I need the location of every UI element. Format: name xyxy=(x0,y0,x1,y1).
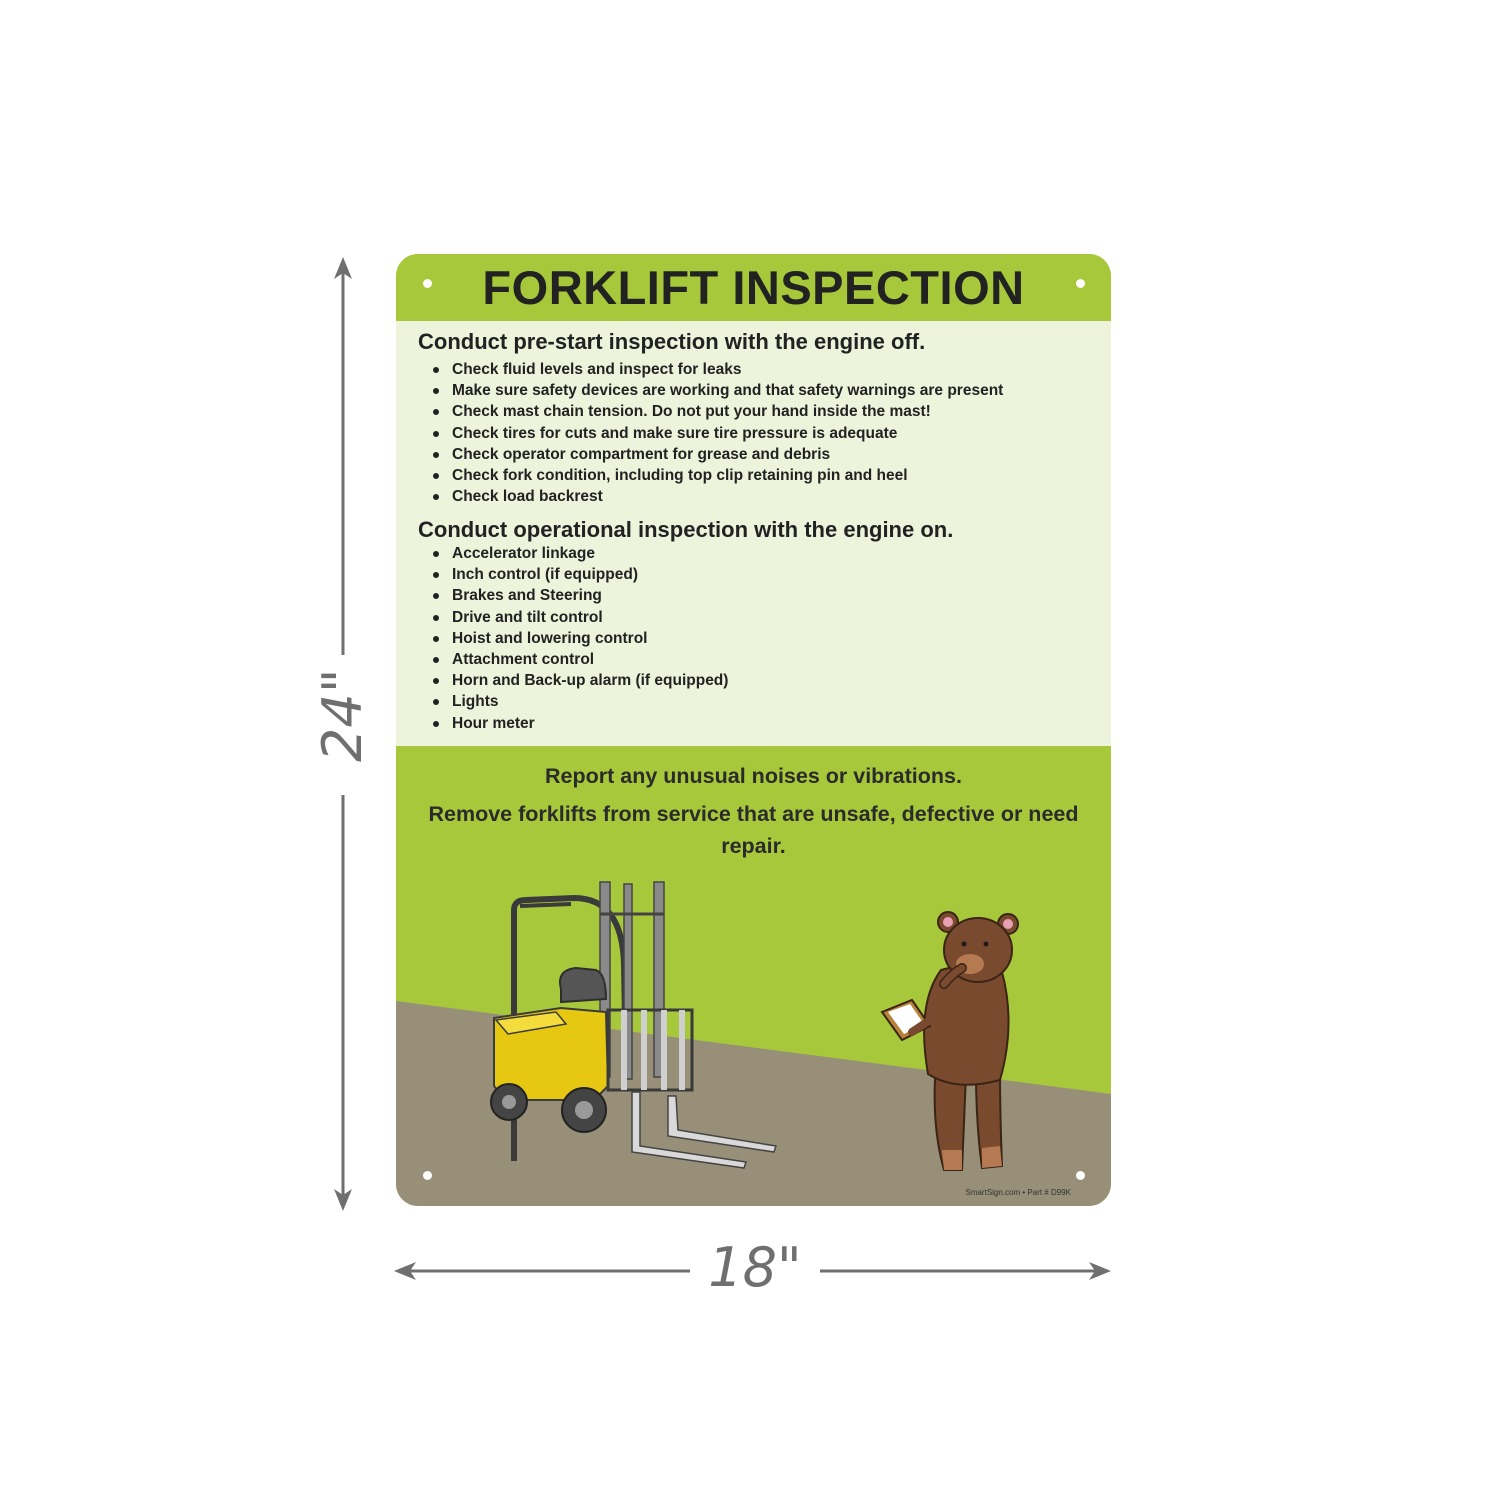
sign-header xyxy=(396,254,1111,321)
mounting-hole xyxy=(423,1171,432,1180)
list-item: Hoist and lowering control xyxy=(432,628,728,649)
warehouse-scene-illustration xyxy=(396,874,1111,1206)
list-item: Lights xyxy=(432,691,728,712)
operational-list xyxy=(432,543,728,734)
report-noises-text: Report any unusual noises or vibrations. xyxy=(545,764,962,788)
list-item: Check fluid levels and inspect for leaks xyxy=(432,359,1003,380)
list-item: Make sure safety devices are working and that safety warnings are present xyxy=(432,380,1003,401)
list-item: Brakes and Steering xyxy=(432,585,728,606)
list-item: Attachment control xyxy=(432,649,728,670)
list-item: Hour meter xyxy=(432,713,728,734)
pre-start-heading: Conduct pre-start inspection with the engine off. xyxy=(418,329,926,354)
list-item: Check fork condition, including top clip retaining pin and heel xyxy=(432,465,1003,486)
mounting-hole xyxy=(1076,279,1085,288)
width-dimension-label: 18" xyxy=(708,1236,802,1299)
pre-start-list xyxy=(432,359,1003,507)
list-item: Accelerator linkage xyxy=(432,543,728,564)
operational-heading: Conduct operational inspection with the engine on. xyxy=(418,517,954,542)
mounting-hole xyxy=(423,279,432,288)
list-item: Check load backrest xyxy=(432,486,1003,507)
remove-forklifts-text: Remove forklifts from service that are unsafe, defective or need repair. xyxy=(428,802,1079,858)
list-item: Drive and tilt control xyxy=(432,607,728,628)
height-dimension-label: 24" xyxy=(311,668,374,762)
list-item: Check tires for cuts and make sure tire pressure is adequate xyxy=(432,423,1003,444)
sign-title: FORKLIFT INSPECTION xyxy=(482,261,1025,314)
list-item: Horn and Back-up alarm (if equipped) xyxy=(432,670,728,691)
list-item: Check operator compartment for grease and debris xyxy=(432,444,1003,465)
mounting-hole xyxy=(1076,1171,1085,1180)
sign-checklist-panel xyxy=(396,321,1111,746)
forklift-inspection-sign xyxy=(396,254,1111,1206)
part-number-credit: SmartSign.com • Part # D99K xyxy=(965,1188,1071,1197)
list-item: Inch control (if equipped) xyxy=(432,564,728,585)
list-item: Check mast chain tension. Do not put your hand inside the mast! xyxy=(432,401,1003,422)
